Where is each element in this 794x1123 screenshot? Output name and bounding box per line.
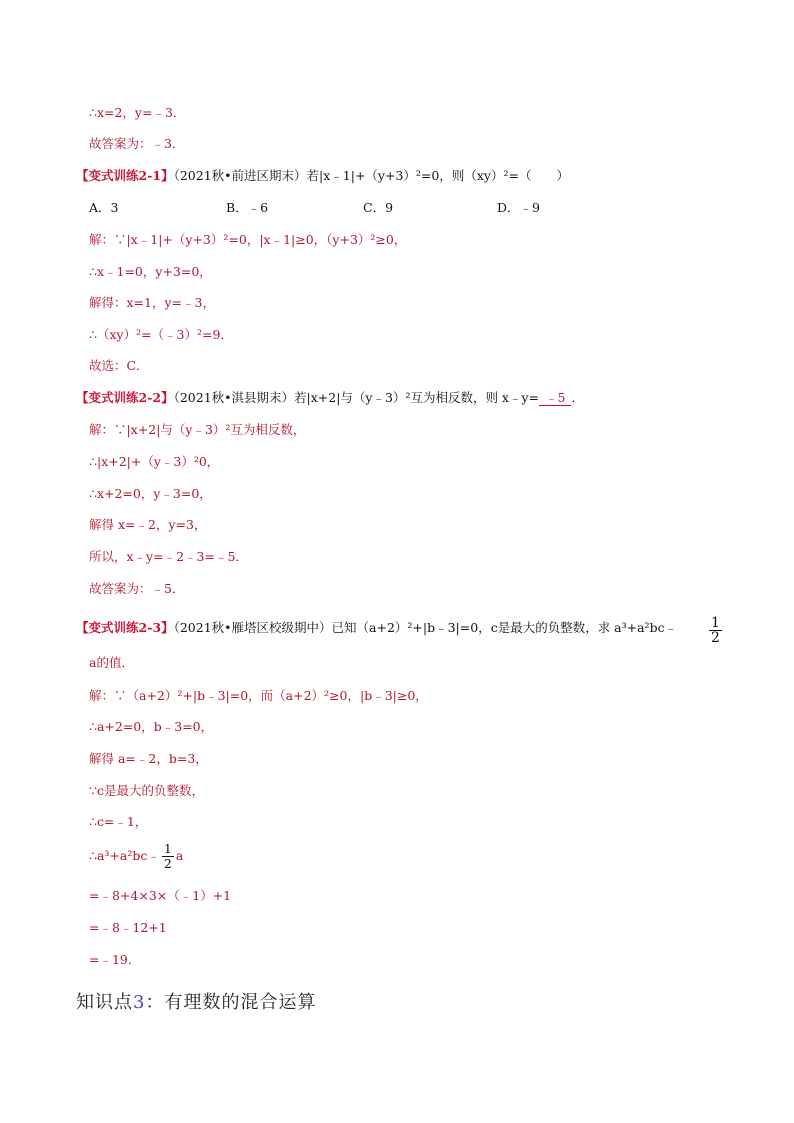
expression-line (89, 842, 183, 871)
fraction-one-half (709, 616, 722, 645)
solution-line: ∵c是最大的负整数， (89, 783, 204, 798)
section-number: 3 (133, 992, 146, 1013)
problem-2-3 (76, 620, 677, 636)
expression-prefix: ∴a³+a²bc﹣ (89, 848, 160, 863)
problem-tag: 【变式训练2-3】 (76, 620, 174, 635)
section-name: ：有理数的混合运算 (145, 992, 317, 1013)
solution-line: ∴|x+2|+（y﹣3）²0， (89, 454, 220, 469)
solution-line: ∴x+2=0，y﹣3=0， (89, 486, 212, 501)
calc-step: =﹣19． (89, 952, 141, 967)
solution-line: 解得 a=﹣2，b=3， (89, 751, 208, 766)
fraction-denominator: 2 (711, 630, 720, 646)
solution-line: ∴c=﹣1， (89, 814, 148, 829)
problem-tag: 【变式训练2-1】 (76, 168, 174, 183)
solution-line: 解：∵|x﹣1|+（y+3）²=0，|x﹣1|≥0，（y+3）²≥0， (89, 232, 407, 247)
solution-line: 解得：x=1，y=﹣3， (89, 295, 215, 310)
fraction-one-half (162, 842, 174, 871)
section-title (76, 988, 316, 1014)
option-d: D．﹣9 (497, 200, 540, 215)
fraction-numerator: 1 (163, 841, 172, 856)
problem-stem-continued: a的值． (89, 655, 134, 670)
fraction-numerator: 1 (711, 615, 720, 631)
answer-blank: ﹣5 (539, 390, 571, 406)
problem-2-1 (76, 168, 569, 184)
problem-stem: （2021秋•淇县期末）若|x+2|与（y﹣3）²互为相反数，则 x﹣y= (173, 390, 540, 405)
solution-line: 解：∵（a+2）²+|b﹣3|=0，而（a+2）²≥0，|b﹣3|≥0， (89, 688, 428, 703)
solution-line: 故答案为：﹣5． (89, 581, 185, 596)
option-c: C．9 (363, 200, 394, 215)
solution-line: ∴a+2=0，b﹣3=0， (89, 719, 214, 734)
option-b: B．﹣6 (226, 200, 269, 215)
fraction-denominator: 2 (163, 856, 172, 871)
solution-line: ∴x﹣1=0，y+3=0， (89, 264, 212, 279)
problem-stem-end: ． (571, 390, 584, 405)
problem-tag: 【变式训练2-2】 (76, 390, 174, 405)
solution-line: 故选：C． (89, 358, 149, 373)
problem-stem: （2021秋•雁塔区校级期中）已知（a+2）²+|b﹣3|=0，c是最大的负整数，求 a³+a²bc﹣ (173, 620, 678, 635)
solution-line: 所以，x﹣y=﹣2﹣3=﹣5． (89, 549, 248, 564)
solution-line: ∴（xy）²=（﹣3）²=9． (89, 327, 233, 342)
expression-suffix: a (175, 848, 184, 863)
calc-step: =﹣8+4×3×（﹣1）+1 (89, 888, 232, 903)
solution-line: 解得 x=﹣2，y=3， (89, 517, 207, 532)
problem-stem: （2021秋•前进区期末）若|x﹣1|+（y+3）²=0，则（xy）²=（ ） (173, 168, 569, 183)
section-prefix: 知识点 (76, 992, 133, 1013)
calc-step: =﹣8﹣12+1 (89, 920, 167, 935)
solution-line: 解：∵|x+2|与（y﹣3）²互为相反数， (89, 422, 306, 437)
answer-line-1: ∴x=2，y=﹣3． (89, 105, 186, 120)
problem-2-2 (76, 390, 584, 406)
option-a: A．3 (89, 200, 119, 215)
answer-line-2: 故答案为：﹣3． (89, 136, 185, 151)
